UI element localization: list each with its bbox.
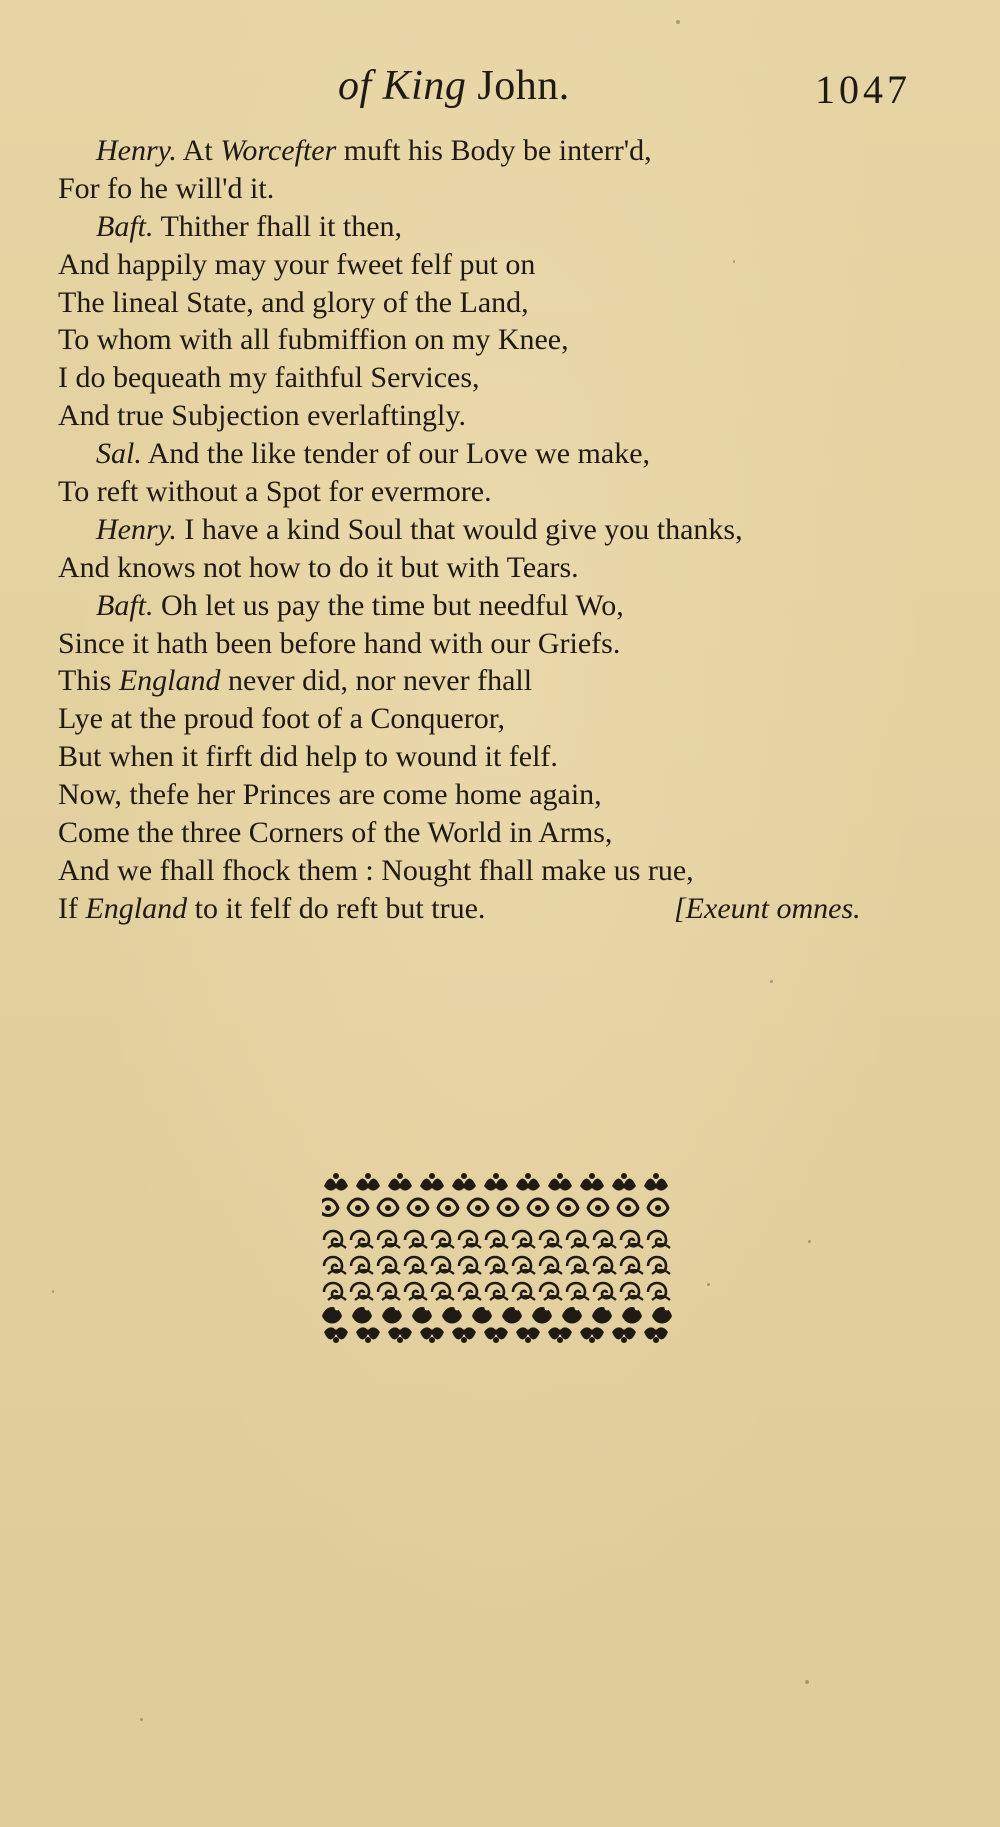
paper-speck <box>707 1283 710 1286</box>
paper-speck <box>733 260 735 263</box>
verse-line <box>58 170 938 208</box>
verse-line <box>58 852 938 890</box>
speaker-name: Henry. <box>96 512 177 546</box>
line-text: And knows not how to do it but with Tears. <box>58 550 579 584</box>
line-text: And we fhall fhock them : Nought fhall make us rue, <box>58 853 694 887</box>
line-text: The lineal State, and glory of the Land, <box>58 285 529 319</box>
verse-line <box>58 890 938 928</box>
paper-speck <box>52 1290 54 1293</box>
paper-speck <box>676 20 680 24</box>
speaker-name: Baft. <box>96 209 154 243</box>
line-text: I do bequeath my faithful Services, <box>58 361 480 395</box>
page-header <box>0 62 1000 122</box>
italic-proper-noun: Worcefter <box>220 134 337 167</box>
line-text: And true Subjection everlaftingly. <box>58 399 466 433</box>
line-text-lead: If <box>58 891 86 925</box>
page-number: 1047 <box>815 67 911 112</box>
verse-line <box>58 625 938 663</box>
verse-line <box>58 814 938 852</box>
speech-line <box>58 208 938 246</box>
speaker-name: Sal. <box>96 437 142 471</box>
running-title-name: John. <box>477 63 570 109</box>
speaker-name: Baft. <box>96 588 154 622</box>
line-text: But when it firft did help to wound it felf. <box>58 740 558 774</box>
verse-line <box>58 284 938 322</box>
line-text: Now, thefe her Princes are come home again, <box>58 778 602 812</box>
line-text: never did, nor never fhall <box>220 664 533 698</box>
stage-direction: [Exeunt omnes. <box>674 891 861 925</box>
play-text <box>58 132 938 928</box>
line-text: For fo he will'd it. <box>58 171 275 205</box>
speaker-name: Henry. <box>96 134 177 167</box>
paper-speck <box>808 1240 811 1243</box>
italic-proper-noun: England <box>85 891 188 925</box>
line-text-lead: At <box>176 134 221 167</box>
line-text: To reft without a Spot for evermore. <box>58 475 492 509</box>
fleuron-tailpiece-icon <box>322 1168 672 1346</box>
line-text: And happily may your fweet felf put on <box>58 247 536 281</box>
running-title <box>338 62 570 110</box>
running-title-prefix: of King <box>338 63 467 109</box>
speech-line <box>58 435 938 473</box>
verse-line <box>58 738 938 776</box>
line-text: Thither fhall it then, <box>153 209 403 243</box>
verse-line <box>58 473 938 511</box>
paper-speck <box>805 1680 809 1684</box>
speech-line <box>58 511 938 549</box>
verse-line <box>58 549 938 587</box>
line-text: And the like tender of our Love we make, <box>141 437 651 471</box>
line-text: Since it hath been before hand with our Griefs. <box>58 626 621 660</box>
verse-line <box>58 246 938 284</box>
verse-line <box>58 776 938 814</box>
line-text: muft his Body be interr'd, <box>336 134 652 167</box>
line-text-lead: This <box>58 664 119 698</box>
italic-proper-noun: England <box>118 664 221 698</box>
verse-line <box>58 321 938 359</box>
line-text: to it felf do reft but true. <box>187 891 486 925</box>
line-text: Oh let us pay the time but needful Wo, <box>153 588 624 622</box>
verse-line <box>58 700 938 738</box>
speech-line <box>58 132 938 170</box>
line-text: Come the three Corners of the World in Arms, <box>58 816 613 850</box>
verse-line <box>58 397 938 435</box>
paper-speck <box>140 1718 143 1721</box>
line-text: Lye at the proud foot of a Conqueror, <box>58 702 506 736</box>
paper-speck <box>770 980 773 983</box>
speech-line <box>58 587 938 625</box>
verse-line <box>58 662 938 700</box>
line-text: To whom with all fubmiffion on my Knee, <box>58 323 569 357</box>
verse-line <box>58 359 938 397</box>
line-text: I have a kind Soul that would give you thanks, <box>176 512 743 546</box>
